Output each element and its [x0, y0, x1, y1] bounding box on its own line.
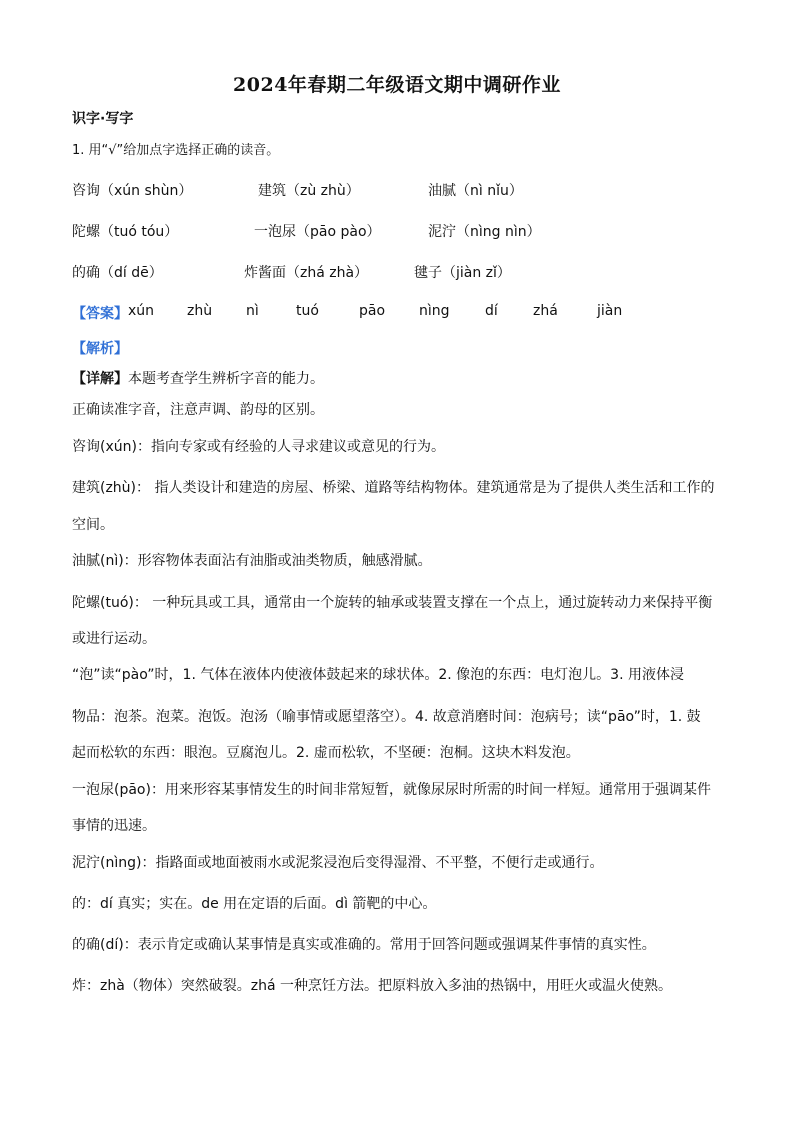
- choice-item: 咨询（xún shùn）: [72, 183, 193, 199]
- answer-value: pāo: [359, 303, 386, 319]
- answer-value: tuó: [296, 303, 319, 319]
- choice-item: 泥泞（nìng nìn）: [428, 224, 541, 240]
- section-heading: 识字·写字: [72, 111, 134, 127]
- explanation-line: 的确(dí)：表示肯定或确认某事情是真实或准确的。常用于回答问题或强调某件事情的真实性。: [72, 937, 656, 953]
- explanation-line: 事情的迅速。: [72, 818, 156, 834]
- question-prompt: 1. 用“√”给加点字选择正确的读音。: [72, 143, 280, 158]
- explanation-line: 物品：泡茶。泡菜。泡饭。泡汤（喻事情或愿望落空）。4. 故意消磨时间：泡病号；读“pāo”时，1. 鼓: [72, 709, 701, 725]
- analysis-tag: 【解析】: [72, 341, 128, 357]
- explanation-line: 陀螺(tuó)： 一种玩具或工具，通常由一个旋转的轴承或装置支撑在一个点上，通过旋转动力来保持平衡: [72, 595, 713, 611]
- explanation-line: 或进行运动。: [72, 631, 156, 647]
- choice-item: 油腻（nì nǐu）: [428, 183, 523, 199]
- choice-item: 的确（dí dē）: [72, 265, 163, 281]
- explanation-line: 一泡尿(pāo)：用来形容某事情发生的时间非常短暂，就像尿尿时所需的时间一样短。通常用于强调某件: [72, 782, 711, 798]
- detail-tag: 【详解】: [72, 371, 128, 387]
- explanation-line: 建筑(zhù)： 指人类设计和建造的房屋、桥梁、道路等结构物体。建筑通常是为了提供人类生活和工作的: [72, 480, 715, 496]
- answer-tag: 【答案】: [72, 306, 128, 322]
- answer-value: nìng: [419, 303, 450, 319]
- detail-text: 本题考查学生辨析字音的能力。: [128, 371, 324, 387]
- explanation-line: 油腻(nì)：形容物体表面沾有油脂或油类物质，触感滑腻。: [72, 553, 432, 569]
- answer-value: dí: [485, 303, 498, 319]
- choice-item: 毽子（jiàn zǐ）: [414, 265, 511, 281]
- document-title: 2024年春期二年级语文期中调研作业: [233, 74, 561, 96]
- choice-item: 建筑（zù zhù）: [258, 183, 360, 199]
- answer-value: nì: [246, 303, 259, 319]
- explanation-line: 炸：zhà（物体）突然破裂。zhá 一种烹饪方法。把原料放入多油的热锅中，用旺火或温火使熟。: [72, 978, 673, 994]
- choice-item: 炸酱面（zhá zhà）: [244, 265, 369, 281]
- explanation-line: 的：dí 真实；实在。de 用在定语的后面。dì 箭靶的中心。: [72, 896, 437, 912]
- answer-value: jiàn: [597, 303, 623, 319]
- choice-item: 陀螺（tuó tóu）: [72, 224, 179, 240]
- explanation-line: “泡”读“pào”时，1. 气体在液体内使液体鼓起来的球状体。2. 像泡的东西：电灯泡儿。3. 用液体浸: [72, 667, 684, 683]
- answer-value: zhù: [187, 303, 213, 319]
- explanation-line: 泥泞(nìng)：指路面或地面被雨水或泥浆浸泡后变得湿滑、不平整，不便行走或通行。: [72, 855, 604, 871]
- answer-value: zhá: [533, 303, 558, 319]
- choice-item: 一泡尿（pāo pào）: [254, 224, 381, 240]
- explanation-line: 空间。: [72, 517, 114, 533]
- explanation-line: 正确读准字音，注意声调、韵母的区别。: [72, 402, 324, 418]
- explanation-line: 咨询(xún)：指向专家或有经验的人寻求建议或意见的行为。: [72, 439, 445, 455]
- explanation-line: 起而松软的东西：眼泡。豆腐泡儿。2. 虚而松软，不坚硬：泡桐。这块木料发泡。: [72, 745, 580, 761]
- answer-value: xún: [128, 303, 155, 319]
- detail-line: [72, 370, 324, 388]
